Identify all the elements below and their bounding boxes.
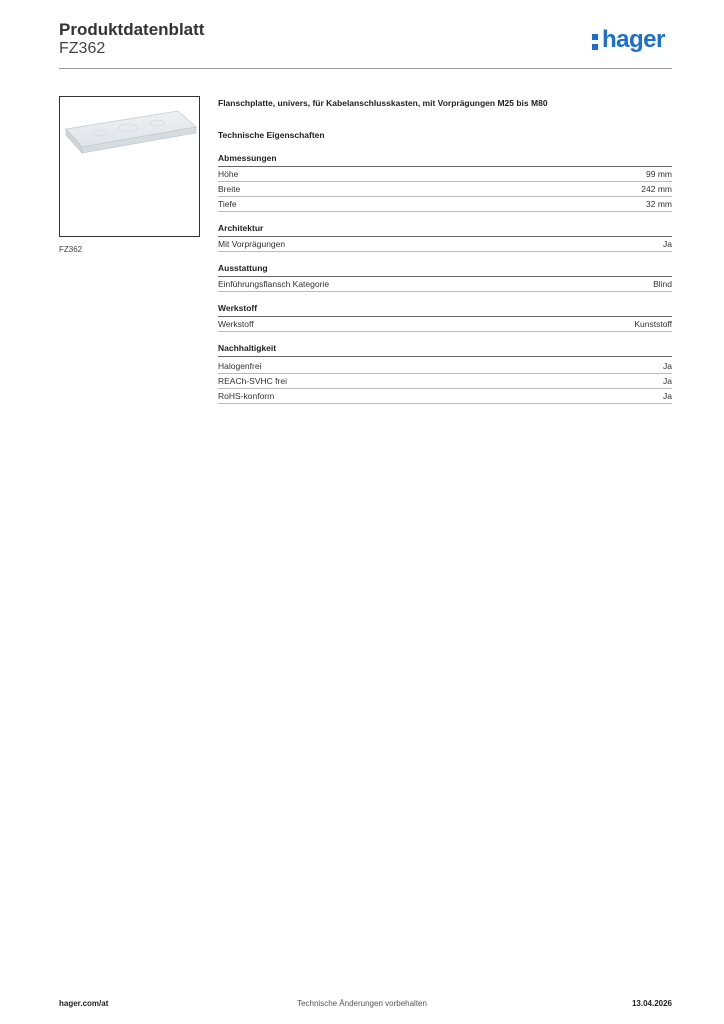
row-label: Mit Vorprägungen: [218, 239, 286, 249]
logo-dots-icon: [592, 34, 600, 54]
group-abmessungen: [218, 152, 672, 212]
group-werkstoff: [218, 302, 672, 332]
row-label: Werkstoff: [218, 319, 254, 329]
section-heading: Technische Eigenschaften: [218, 130, 325, 140]
group-ausstattung: [218, 262, 672, 292]
row-label: Höhe: [218, 169, 239, 179]
row-label: Halogenfrei: [218, 361, 262, 371]
page-title: Produktdatenblatt: [59, 20, 205, 39]
product-description: Flanschplatte, univers, für Kabelanschlusskasten, mit Vorprägungen M25 bis M80: [218, 98, 548, 108]
row-value: Ja: [663, 376, 672, 386]
row-label: Breite: [218, 184, 241, 194]
table-row: [218, 359, 672, 374]
group-architektur: [218, 222, 672, 252]
group-title: Abmessungen: [218, 152, 672, 167]
row-value: Blind: [653, 279, 672, 289]
row-value: Kunststoff: [634, 319, 672, 329]
row-value: 99 mm: [646, 169, 672, 179]
footer-website-link[interactable]: hager.com/at: [59, 999, 109, 1008]
row-value: Ja: [663, 391, 672, 401]
datasheet-content: [218, 96, 672, 404]
group-title: Werkstoff: [218, 302, 672, 317]
row-label: Tiefe: [218, 199, 237, 209]
table-row: [218, 167, 672, 182]
row-value: 32 mm: [646, 199, 672, 209]
table-row: [218, 182, 672, 197]
row-value: Ja: [663, 239, 672, 249]
group-title: Ausstattung: [218, 262, 672, 277]
footer-notice: Technische Änderungen vorbehalten: [297, 999, 427, 1008]
article-number: FZ362: [59, 40, 106, 57]
header-divider: [59, 68, 672, 69]
table-row: [218, 374, 672, 389]
row-label: Einführungsflansch Kategorie: [218, 279, 330, 289]
product-image: [59, 96, 200, 237]
table-row: [218, 197, 672, 212]
group-nachhaltigkeit: [218, 342, 672, 404]
table-row: [218, 389, 672, 404]
logo-wordmark: hager: [602, 26, 665, 53]
table-row: [218, 237, 672, 252]
row-label: RoHS-konform: [218, 391, 275, 401]
row-value: 242 mm: [641, 184, 672, 194]
row-value: Ja: [663, 361, 672, 371]
group-title: Architektur: [218, 222, 672, 237]
hager-logo: [592, 26, 672, 58]
row-label: REACh-SVHC frei: [218, 376, 287, 386]
flange-plate-image: [60, 97, 199, 236]
table-row: [218, 317, 672, 332]
footer-date: 13.04.2026: [631, 999, 672, 1008]
table-row: [218, 277, 672, 292]
group-title: Nachhaltigkeit: [218, 342, 672, 357]
image-caption: FZ362: [59, 245, 83, 254]
